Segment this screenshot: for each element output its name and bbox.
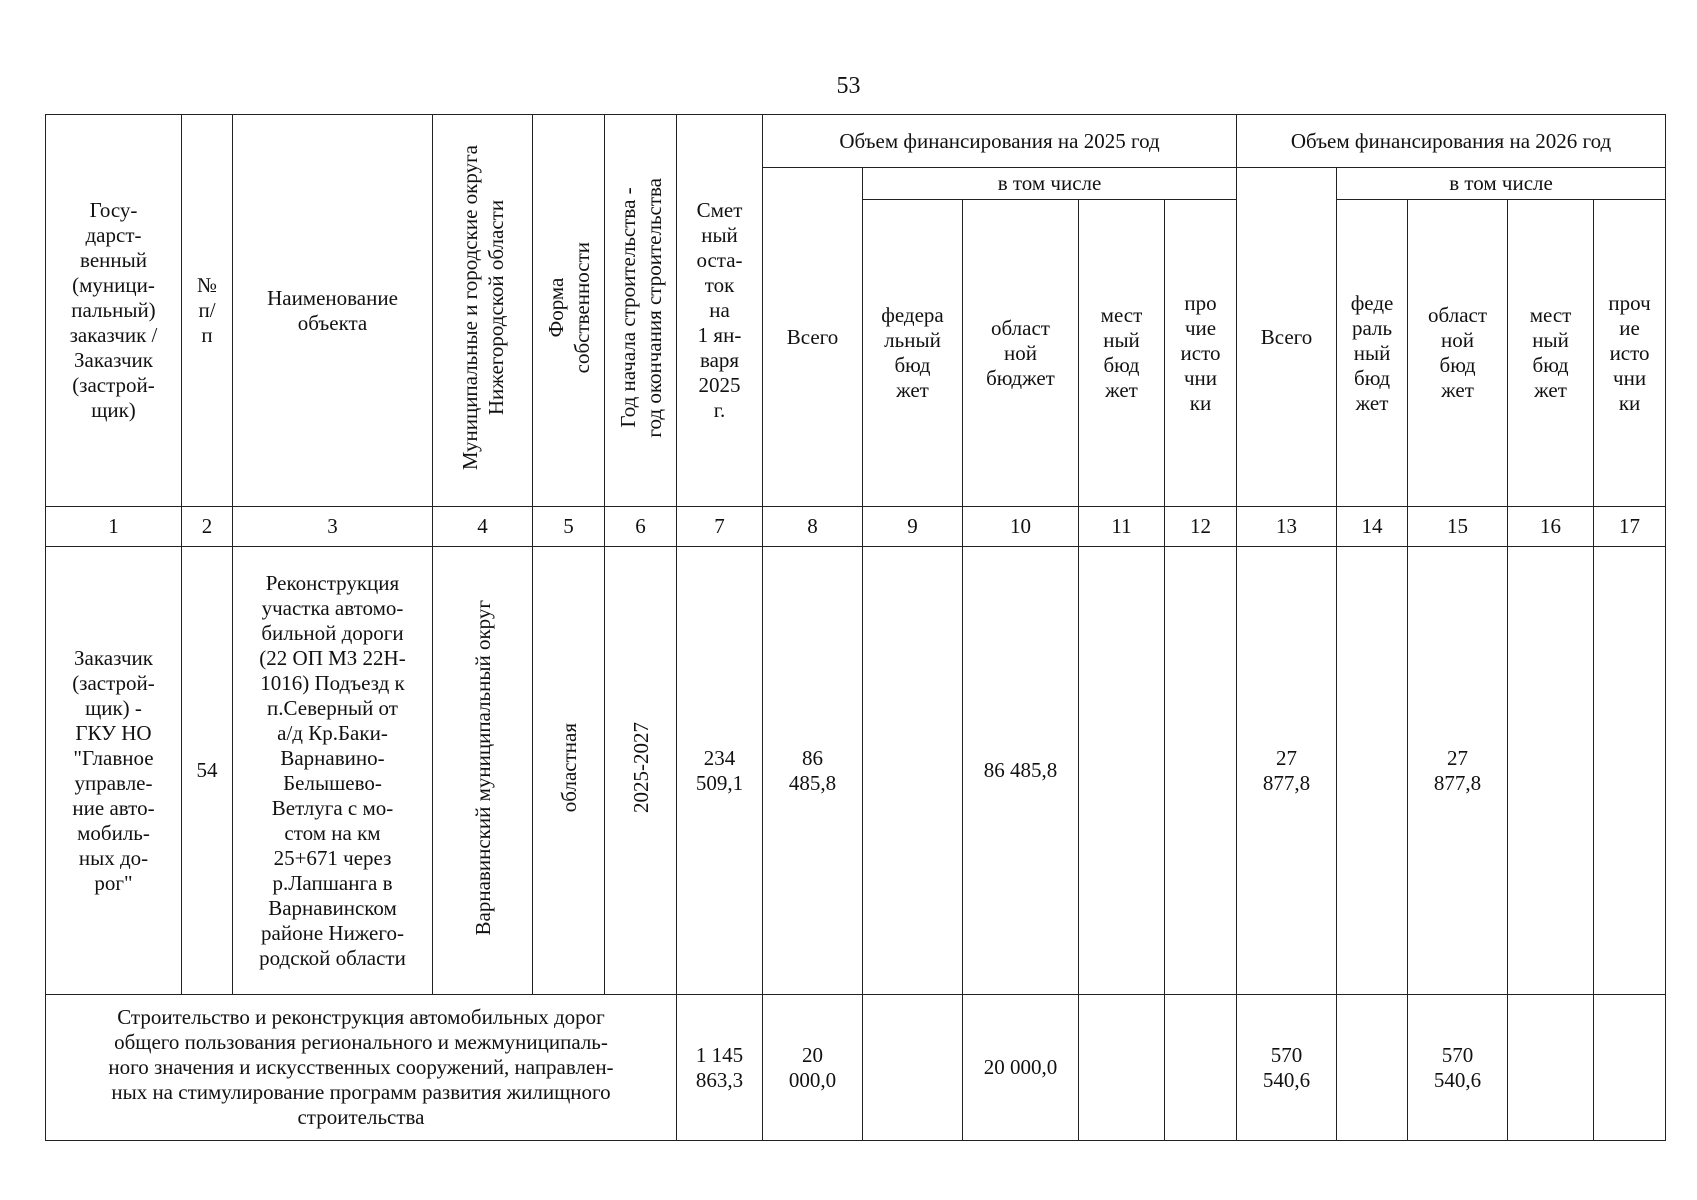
row-other-2026 bbox=[1594, 547, 1666, 995]
row-num: 54 bbox=[182, 547, 233, 995]
section-regional-2026: 570 540,6 bbox=[1408, 995, 1508, 1141]
section-other-2026 bbox=[1594, 995, 1666, 1141]
column-number: 13 bbox=[1237, 507, 1337, 547]
column-number: 2 bbox=[182, 507, 233, 547]
column-number-row bbox=[46, 507, 1666, 547]
header-total-2025: Всего bbox=[763, 168, 863, 507]
header-local-2026: мест ный бюд жет bbox=[1508, 200, 1594, 507]
row-federal-2025 bbox=[863, 547, 963, 995]
column-number: 1 bbox=[46, 507, 182, 547]
column-number: 8 bbox=[763, 507, 863, 547]
row-total-2026: 27 877,8 bbox=[1237, 547, 1337, 995]
header-other-2026: проч ие исто чни ки bbox=[1594, 200, 1666, 507]
header-years: Год начала строительства - год окончания строительства bbox=[605, 115, 677, 507]
funding-table bbox=[45, 114, 1666, 1141]
section-remainder: 1 145 863,3 bbox=[677, 995, 763, 1141]
section-total-row bbox=[46, 995, 1666, 1141]
header-federal-2025: федера льный бюд жет bbox=[863, 200, 963, 507]
column-number: 6 bbox=[605, 507, 677, 547]
row-object-name: Реконструкция участка автомо- бильной дороги (22 ОП МЗ 22Н- 1016) Подъезд к п.Северный от а/д Кр.Баки- Варнавино- Белышево- Ветлуга с мо- стом на км 25+671 через р.Лапшанга в Варнавинском районе Нижего- родской области bbox=[233, 547, 433, 995]
header-other-2025: про чие исто чни ки bbox=[1165, 200, 1237, 507]
row-customer: Заказчик (застрой- щик) - ГКУ НО "Главное управле- ние авто- мобиль- ных до- рог" bbox=[46, 547, 182, 995]
header-num: № п/ п bbox=[182, 115, 233, 507]
section-total-2025: 20 000,0 bbox=[763, 995, 863, 1141]
header-total-2026: Всего bbox=[1237, 168, 1337, 507]
column-number: 16 bbox=[1508, 507, 1594, 547]
header-including-2026: в том числе bbox=[1337, 168, 1666, 200]
header-remainder: Смет ный оста- ток на 1 ян- варя 2025 г. bbox=[677, 115, 763, 507]
column-number: 10 bbox=[963, 507, 1079, 547]
column-number: 5 bbox=[533, 507, 605, 547]
column-number: 3 bbox=[233, 507, 433, 547]
section-local-2026 bbox=[1508, 995, 1594, 1141]
header-ownership: Форма собственности bbox=[533, 115, 605, 507]
header-row-top bbox=[46, 115, 1666, 168]
row-regional-2025: 86 485,8 bbox=[963, 547, 1079, 995]
column-number: 7 bbox=[677, 507, 763, 547]
row-district: Варнавинский муниципальный округ bbox=[433, 547, 533, 995]
header-funding-2025: Объем финансирования на 2025 год bbox=[763, 115, 1237, 168]
row-years: 2025-2027 bbox=[605, 547, 677, 995]
header-customer: Госу- дарст- венный (муници- пальный) заказчик / Заказчик (застрой- щик) bbox=[46, 115, 182, 507]
page-number: 53 bbox=[836, 73, 861, 99]
header-including-2025: в том числе bbox=[863, 168, 1237, 200]
header-districts: Муниципальные и городские округа Нижегородской области bbox=[433, 115, 533, 507]
column-number: 12 bbox=[1165, 507, 1237, 547]
section-total-label: Строительство и реконструкция автомобильных дорог общего пользования регионального и межмуниципаль- ного значения и искусственных сооружений, направлен- ных на стимулирование программ развития жилищного строительства bbox=[46, 995, 677, 1141]
row-remainder: 234 509,1 bbox=[677, 547, 763, 995]
column-number: 17 bbox=[1594, 507, 1666, 547]
section-federal-2025 bbox=[863, 995, 963, 1141]
section-regional-2025: 20 000,0 bbox=[963, 995, 1079, 1141]
header-federal-2026: феде раль ный бюд жет bbox=[1337, 200, 1408, 507]
header-regional-2026: област ной бюд жет bbox=[1408, 200, 1508, 507]
header-funding-2026: Объем финансирования на 2026 год bbox=[1237, 115, 1666, 168]
row-federal-2026 bbox=[1337, 547, 1408, 995]
column-number: 14 bbox=[1337, 507, 1408, 547]
section-total-2026: 570 540,6 bbox=[1237, 995, 1337, 1141]
row-ownership: областная bbox=[533, 547, 605, 995]
column-number: 15 bbox=[1408, 507, 1508, 547]
header-local-2025: мест ный бюд жет bbox=[1079, 200, 1165, 507]
header-regional-2025: област ной бюджет bbox=[963, 200, 1079, 507]
row-total-2025: 86 485,8 bbox=[763, 547, 863, 995]
column-number: 4 bbox=[433, 507, 533, 547]
header-name: Наименование объекта bbox=[233, 115, 433, 507]
row-local-2025 bbox=[1079, 547, 1165, 995]
column-number: 11 bbox=[1079, 507, 1165, 547]
column-number: 9 bbox=[863, 507, 963, 547]
section-federal-2026 bbox=[1337, 995, 1408, 1141]
section-local-2025 bbox=[1079, 995, 1165, 1141]
row-regional-2026: 27 877,8 bbox=[1408, 547, 1508, 995]
table-row bbox=[46, 547, 1666, 995]
section-other-2025 bbox=[1165, 995, 1237, 1141]
row-local-2026 bbox=[1508, 547, 1594, 995]
row-other-2025 bbox=[1165, 547, 1237, 995]
